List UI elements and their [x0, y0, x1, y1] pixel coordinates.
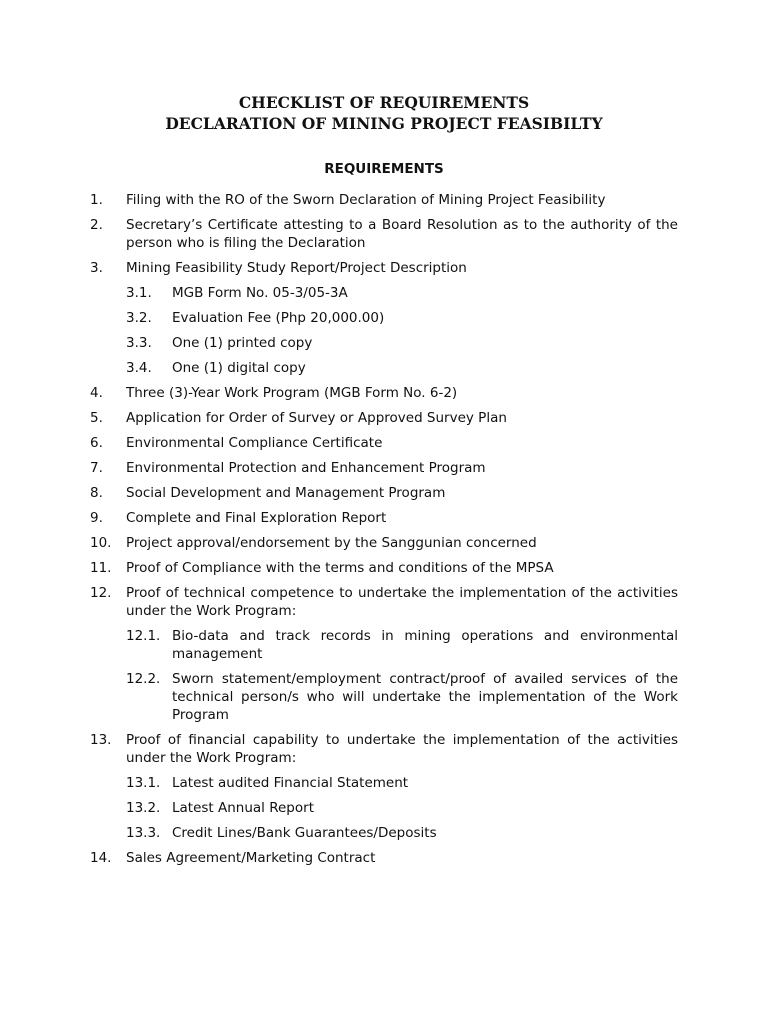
- item-text: Proof of technical competence to undertake the implementation of the activities under the Work Program:: [126, 585, 678, 619]
- item-number: 9.: [90, 510, 103, 526]
- sub-item-text: Evaluation Fee (Php 20,000.00): [172, 310, 385, 326]
- sub-item: [126, 799, 678, 817]
- list-item: [90, 731, 678, 767]
- item-text: Project approval/endorsement by the Sanggunian concerned: [126, 535, 537, 551]
- list-item: [90, 584, 678, 620]
- sub-item: [126, 359, 678, 377]
- item-number: 4.: [90, 385, 103, 401]
- sub-item-text: Credit Lines/Bank Guarantees/Deposits: [172, 825, 437, 841]
- section-heading: REQUIREMENTS: [324, 161, 444, 177]
- item-text: Filing with the RO of the Sworn Declaration of Mining Project Feasibility: [126, 192, 606, 208]
- list-item: [90, 459, 678, 477]
- document-subtitle: DECLARATION OF MINING PROJECT FEASIBILTY: [165, 114, 603, 133]
- list-item: [90, 434, 678, 452]
- sub-item: [126, 774, 678, 792]
- item-text: Environmental Compliance Certificate: [126, 435, 383, 451]
- list-item: [90, 259, 678, 277]
- item-text: Proof of financial capability to undertake the implementation of the activities under the Work Program:: [126, 732, 678, 766]
- item-number: 13.: [90, 732, 112, 748]
- item-number: 10.: [90, 535, 112, 551]
- sub-item-number: 12.2.: [126, 671, 161, 687]
- item-text: Social Development and Management Program: [126, 485, 446, 501]
- sub-item: [126, 670, 678, 724]
- list-item: [90, 849, 678, 867]
- sub-item-number: 3.3.: [126, 335, 152, 351]
- sub-item-text: MGB Form No. 05-3/05-3A: [172, 285, 348, 301]
- list-item: [90, 534, 678, 552]
- sub-item-text: Bio-data and track records in mining operations and environmental management: [172, 628, 678, 662]
- item-text: Mining Feasibility Study Report/Project Description: [126, 260, 467, 276]
- item-number: 12.: [90, 585, 112, 601]
- sub-item-number: 3.2.: [126, 310, 152, 326]
- sub-item: [126, 334, 678, 352]
- item-number: 8.: [90, 485, 103, 501]
- list-item: [90, 409, 678, 427]
- item-text: Secretary’s Certificate attesting to a Board Resolution as to the authority of the person who is filing the Declaration: [126, 217, 678, 251]
- item-number: 3.: [90, 260, 103, 276]
- item-number: 1.: [90, 192, 103, 208]
- list-item: [90, 216, 678, 252]
- sub-item: [126, 627, 678, 663]
- item-text: Application for Order of Survey or Approved Survey Plan: [126, 410, 507, 426]
- list-item: [90, 384, 678, 402]
- item-text: Complete and Final Exploration Report: [126, 510, 387, 526]
- list-item: [90, 509, 678, 527]
- list-item: [90, 191, 678, 209]
- sub-item-text: One (1) digital copy: [172, 360, 306, 376]
- sub-item: [126, 284, 678, 302]
- item-number: 5.: [90, 410, 103, 426]
- sub-item-text: Latest audited Financial Statement: [172, 775, 409, 791]
- list-item: [90, 559, 678, 577]
- item-number: 11.: [90, 560, 112, 576]
- item-number: 7.: [90, 460, 103, 476]
- sub-item-number: 3.1.: [126, 285, 152, 301]
- item-number: 14.: [90, 850, 112, 866]
- item-text: Environmental Protection and Enhancement Program: [126, 460, 486, 476]
- document-title: CHECKLIST OF REQUIREMENTS: [238, 93, 530, 112]
- item-text: Proof of Compliance with the terms and conditions of the MPSA: [126, 560, 554, 576]
- requirements-list: [90, 191, 678, 874]
- sub-item-number: 13.2.: [126, 800, 161, 816]
- item-text: Sales Agreement/Marketing Contract: [126, 850, 376, 866]
- sub-item: [126, 824, 678, 842]
- sub-item-text: Sworn statement/employment contract/proof of availed services of the technical person/s who will undertake the implementation of the Work Program: [172, 671, 678, 723]
- sub-item-number: 12.1.: [126, 628, 161, 644]
- sub-item-text: One (1) printed copy: [172, 335, 313, 351]
- sub-item-number: 13.3.: [126, 825, 161, 841]
- item-number: 6.: [90, 435, 103, 451]
- sub-item-text: Latest Annual Report: [172, 800, 314, 816]
- sub-item-number: 3.4.: [126, 360, 152, 376]
- sub-item-number: 13.1.: [126, 775, 161, 791]
- list-item: [90, 484, 678, 502]
- item-text: Three (3)-Year Work Program (MGB Form No. 6-2): [126, 385, 458, 401]
- item-number: 2.: [90, 217, 103, 233]
- sub-item: [126, 309, 678, 327]
